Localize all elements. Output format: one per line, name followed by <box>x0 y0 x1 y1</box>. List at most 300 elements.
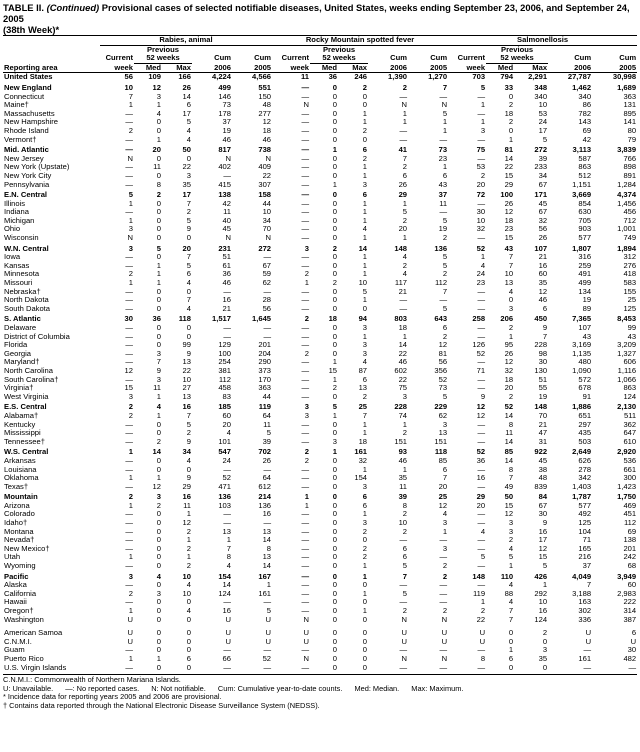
value-cell: 1 <box>402 465 408 474</box>
value-cell: 126 <box>472 341 486 350</box>
reporting-area-cell: Iowa <box>4 253 21 262</box>
value-cell: 0 <box>362 101 368 110</box>
value-cell: 1 <box>128 553 133 562</box>
value-cell: 2,649 <box>572 447 592 457</box>
value-cell: 8,453 <box>617 314 637 324</box>
value-cell: 4 <box>186 279 191 288</box>
value-cell: 8 <box>156 180 161 189</box>
reporting-area-cell: Maryland† <box>4 358 40 367</box>
value-cell: 37 <box>582 562 592 571</box>
value-cell: 3 <box>442 519 448 528</box>
value-cell: — <box>301 598 310 607</box>
value-cell: — <box>439 208 448 217</box>
value-cell: 3 <box>156 375 161 384</box>
value-cell: 1 <box>186 553 191 562</box>
value-cell: U <box>265 629 272 638</box>
value-cell: 44 <box>262 199 272 208</box>
value-cell: 27,787 <box>567 72 592 82</box>
value-cell: 1 <box>362 270 368 279</box>
table-row <box>3 581 637 590</box>
reporting-area-cell: Utah <box>4 553 21 562</box>
value-cell: 5 <box>442 392 448 401</box>
value-cell: U <box>585 637 592 646</box>
value-cell: 451 <box>623 510 637 519</box>
value-cell: 10 <box>538 101 548 110</box>
table-row <box>3 163 637 172</box>
table-row <box>3 296 637 305</box>
value-cell: 124 <box>623 392 637 401</box>
value-cell: 0 <box>362 536 368 545</box>
table-row <box>3 324 637 333</box>
value-cell: 67 <box>538 501 548 510</box>
value-cell: 363 <box>623 92 637 101</box>
value-cell: 4,566 <box>252 72 272 82</box>
value-cell: 499 <box>218 82 231 92</box>
value-cell: 0 <box>156 536 161 545</box>
value-cell: 214 <box>258 492 272 502</box>
value-cell: 20 <box>398 225 408 234</box>
value-cell: 0 <box>542 663 548 672</box>
value-cell: 458 <box>218 384 231 393</box>
value-cell: 151 <box>434 437 448 446</box>
value-cell: — <box>125 145 133 155</box>
reporting-area-cell: New York City <box>4 171 52 180</box>
value-cell: 1,116 <box>617 366 637 375</box>
value-cell: 51 <box>222 253 231 262</box>
value-cell: — <box>301 544 310 553</box>
value-cell: 5 <box>442 253 448 262</box>
value-cell: 28 <box>262 296 272 305</box>
value-cell: — <box>301 429 310 438</box>
value-cell: 2,130 <box>617 402 637 412</box>
value-cell: 1 <box>508 332 514 341</box>
table-row <box>3 664 637 673</box>
value-cell: 8 <box>508 465 514 474</box>
value-cell: 32 <box>476 225 486 234</box>
value-cell: — <box>125 171 133 180</box>
cum-label: Cum <box>619 54 637 63</box>
value-cell: 35 <box>182 180 191 189</box>
value-cell: 62 <box>438 411 448 420</box>
value-cell: 2 <box>362 392 368 401</box>
value-cell: 1 <box>402 332 408 341</box>
weeks52-label: 52 weeks <box>486 54 548 63</box>
value-cell: — <box>301 261 310 270</box>
value-cell: 2 <box>480 607 486 615</box>
value-cell: — <box>125 341 133 350</box>
value-cell: 52 <box>504 402 514 412</box>
value-cell: 20 <box>476 180 486 189</box>
value-cell: 1 <box>156 101 161 110</box>
value-cell: 1 <box>156 279 161 288</box>
value-cell: 2 <box>128 411 133 420</box>
value-cell: U <box>265 615 272 624</box>
value-cell: 1,886 <box>572 402 592 412</box>
value-cell: 1 <box>362 234 368 243</box>
value-cell: 290 <box>258 358 272 367</box>
value-cell: — <box>399 598 408 607</box>
value-cell: 7 <box>226 544 231 553</box>
value-cell: 1 <box>362 571 368 581</box>
value-cell: 0 <box>156 510 161 519</box>
value-cell: — <box>477 646 486 655</box>
reporting-area-cell: Montana <box>4 527 34 536</box>
value-cell: 50 <box>504 492 514 502</box>
value-cell: 0 <box>362 654 368 663</box>
reporting-area-cell: Hawaii <box>4 598 27 607</box>
value-cell: N <box>441 615 448 624</box>
value-cell: 12 <box>438 501 448 510</box>
region-row <box>3 313 637 324</box>
value-cell: — <box>125 527 133 536</box>
value-cell: N <box>401 101 408 110</box>
value-cell: 100 <box>500 190 514 200</box>
value-cell: 14 <box>398 341 408 350</box>
value-cell: — <box>477 154 486 163</box>
value-cell: 0 <box>332 304 338 313</box>
value-cell: 0 <box>332 234 338 243</box>
value-cell: — <box>125 208 133 217</box>
table-row <box>3 288 637 297</box>
value-cell: 0 <box>156 637 161 646</box>
value-cell: 51 <box>538 375 548 384</box>
value-cell: 24 <box>222 456 231 465</box>
table-row <box>3 93 637 102</box>
value-cell: 43 <box>504 243 514 253</box>
value-cell: 551 <box>258 82 272 92</box>
value-cell: 109 <box>148 72 161 82</box>
week-label: week <box>272 63 310 73</box>
value-cell: 292 <box>534 589 548 598</box>
value-cell: 0 <box>332 456 338 465</box>
value-cell: U <box>303 637 310 646</box>
value-cell: 503 <box>578 437 592 446</box>
reporting-area-cell: Missouri <box>4 279 33 288</box>
value-cell: 11 <box>505 429 514 438</box>
value-cell: 18 <box>504 375 514 384</box>
value-cell: 297 <box>578 420 592 429</box>
value-cell: 272 <box>534 145 548 155</box>
table-row <box>3 181 637 190</box>
reporting-area-cell: American Samoa <box>4 629 63 638</box>
value-cell: 52 <box>476 349 486 358</box>
value-cell: 72 <box>476 190 486 200</box>
value-cell: 87 <box>358 366 368 375</box>
value-cell: 16 <box>182 402 191 412</box>
value-cell: 1 <box>362 109 368 118</box>
value-cell: 6 <box>508 654 514 663</box>
value-cell: 52 <box>476 447 486 457</box>
value-cell: — <box>301 571 310 581</box>
value-cell: 158 <box>258 190 272 200</box>
value-cell: U <box>441 637 448 646</box>
value-cell: 1 <box>362 199 368 208</box>
value-cell: 7 <box>128 92 133 101</box>
value-cell: 363 <box>258 384 272 393</box>
cum-label: Cum <box>214 54 231 63</box>
value-cell: 2 <box>128 589 133 598</box>
value-cell: 4 <box>186 126 191 135</box>
value-cell: 3 <box>508 519 514 528</box>
value-cell: 155 <box>623 287 637 296</box>
value-cell: 0 <box>332 225 338 234</box>
value-cell: 0 <box>332 501 338 510</box>
value-cell: 0 <box>332 637 338 646</box>
value-cell: 101 <box>218 437 231 446</box>
reporting-area-cell: South Dakota <box>4 304 51 313</box>
value-cell: 85 <box>438 456 448 465</box>
legend-item: —: No reported cases. <box>65 683 140 693</box>
table-row <box>3 305 637 314</box>
value-cell: 511 <box>624 411 637 420</box>
legend-item: U: Unavailable. <box>3 683 54 693</box>
value-cell: — <box>125 510 133 519</box>
value-cell: 276 <box>623 261 637 270</box>
value-cell: — <box>477 135 486 144</box>
value-cell: 2,920 <box>617 447 637 457</box>
reporting-area-cell: Vermont† <box>4 135 37 144</box>
value-cell: 11 <box>263 420 272 429</box>
value-cell: 39 <box>262 437 272 446</box>
table-row <box>3 502 637 511</box>
value-cell: 59 <box>262 270 272 279</box>
current-label: Current <box>105 54 133 63</box>
value-cell: 7 <box>542 332 548 341</box>
value-cell: 3 <box>304 402 310 412</box>
value-cell: 2 <box>442 332 448 341</box>
value-cell: 0 <box>332 118 338 127</box>
value-cell: — <box>301 135 310 144</box>
reporting-area-cell: Alabama† <box>4 411 39 420</box>
value-cell: — <box>477 536 486 545</box>
value-cell: 2 <box>362 553 368 562</box>
value-cell: 70 <box>262 225 272 234</box>
value-cell: 480 <box>578 358 592 367</box>
value-cell: 53 <box>476 163 486 172</box>
reporting-area-cell: Nevada† <box>4 536 35 545</box>
value-cell: 402 <box>218 163 231 172</box>
value-cell: 5 <box>480 82 486 92</box>
value-cell: 15 <box>504 501 514 510</box>
year-2005-label: 2005 <box>232 63 272 73</box>
value-cell: 3 <box>508 304 514 313</box>
med-label: Med <box>486 63 514 73</box>
value-cell: 0 <box>186 663 191 672</box>
table-row <box>3 510 637 519</box>
value-cell: 16 <box>262 510 272 519</box>
value-cell: 16 <box>538 261 548 270</box>
table-row <box>3 553 637 562</box>
value-cell: 125 <box>578 519 592 528</box>
value-cell: 94 <box>358 314 368 324</box>
value-cell: — <box>223 519 231 528</box>
value-cell: 228 <box>534 341 548 350</box>
value-cell: 898 <box>623 163 637 172</box>
value-cell: 0 <box>186 465 191 474</box>
value-cell: 10 <box>182 375 191 384</box>
value-cell: 12 <box>476 402 486 412</box>
value-cell: 6 <box>362 375 368 384</box>
value-cell: 2 <box>362 527 368 536</box>
value-cell: 1 <box>402 420 408 429</box>
value-cell: U <box>479 629 486 638</box>
value-cell: 1,689 <box>617 82 637 92</box>
value-cell: — <box>301 384 310 393</box>
table-row <box>3 638 637 647</box>
value-cell: 1 <box>362 296 368 305</box>
value-cell: 38 <box>538 465 548 474</box>
value-cell: 0 <box>332 482 338 491</box>
value-cell: 0 <box>332 629 338 638</box>
value-cell: 3 <box>362 180 368 189</box>
value-cell: — <box>477 384 486 393</box>
value-cell: 0 <box>332 109 338 118</box>
value-cell: 3 <box>186 171 191 180</box>
value-cell: 62 <box>262 279 272 288</box>
value-cell: 2 <box>402 216 408 225</box>
value-cell: — <box>125 581 133 590</box>
value-cell: N <box>401 615 408 624</box>
value-cell: 1 <box>156 654 161 663</box>
value-cell: 119 <box>472 589 486 598</box>
value-cell: 22 <box>504 163 514 172</box>
value-cell: 0 <box>156 118 161 127</box>
value-cell: 47 <box>538 429 548 438</box>
value-cell: — <box>439 553 448 562</box>
value-cell: 0 <box>332 190 338 200</box>
reporting-area-cell: Delaware <box>4 324 37 332</box>
value-cell: 18 <box>358 437 368 446</box>
reporting-area-cell: Louisiana <box>4 465 37 474</box>
value-cell: 0 <box>362 629 368 638</box>
value-cell: 0 <box>186 615 191 624</box>
value-cell: — <box>125 349 133 358</box>
value-cell: — <box>399 92 408 101</box>
value-cell: 312 <box>623 253 637 262</box>
value-cell: 1 <box>362 420 368 429</box>
value-cell: — <box>439 646 448 655</box>
value-cell: 161 <box>354 447 368 457</box>
value-cell: 0 <box>156 429 161 438</box>
value-cell: N <box>441 654 448 663</box>
value-cell: — <box>125 324 133 332</box>
value-cell: 12 <box>504 208 514 217</box>
value-cell: — <box>301 118 310 127</box>
value-cell: 1 <box>362 332 368 341</box>
value-cell: — <box>263 332 272 341</box>
value-cell: 3 <box>362 341 368 350</box>
value-cell: 29 <box>476 492 486 502</box>
value-cell: 246 <box>354 72 368 82</box>
value-cell: — <box>125 544 133 553</box>
value-cell: 26 <box>538 234 548 243</box>
value-cell: — <box>399 646 408 655</box>
value-cell: 5 <box>186 216 191 225</box>
value-cell: 11 <box>183 501 191 510</box>
current-label: Current <box>281 54 310 63</box>
value-cell: 0 <box>362 92 368 101</box>
value-cell: 651 <box>578 411 592 420</box>
value-cell: 4,374 <box>617 190 637 200</box>
value-cell: 6 <box>402 544 408 553</box>
table-row <box>3 350 637 359</box>
value-cell: 0 <box>156 456 161 465</box>
value-cell: 3,669 <box>572 190 592 200</box>
value-cell: 67 <box>538 208 548 217</box>
value-cell: — <box>477 324 486 332</box>
value-cell: 15 <box>328 366 338 375</box>
value-cell: 0 <box>156 126 161 135</box>
table-row <box>3 367 637 376</box>
value-cell: 0 <box>332 536 338 545</box>
value-cell: 18 <box>398 324 408 332</box>
table-header <box>3 36 637 73</box>
value-cell: 39 <box>398 492 408 502</box>
table-page <box>3 0 637 711</box>
value-cell: 2 <box>442 571 448 581</box>
value-cell: 7 <box>586 581 592 590</box>
reporting-area-cell: Illinois <box>4 199 26 208</box>
table-row <box>3 208 637 217</box>
value-cell: — <box>301 234 310 243</box>
value-cell: — <box>125 304 133 313</box>
reporting-area-cell: Georgia <box>4 349 32 358</box>
value-cell: 178 <box>218 109 231 118</box>
value-cell: 4 <box>156 402 161 412</box>
value-cell: 863 <box>578 163 592 172</box>
value-cell: 1 <box>402 118 408 127</box>
value-cell: 1 <box>156 474 161 483</box>
reporting-area-cell: North Dakota <box>4 296 49 305</box>
value-cell: 1,090 <box>572 366 592 375</box>
value-cell: 2 <box>128 492 133 502</box>
value-cell: 171 <box>534 190 548 200</box>
footnote-cnmi: C.N.M.I.: Commonwealth of Northern Mariana Islands. <box>3 675 181 685</box>
value-cell: — <box>583 646 592 655</box>
value-cell: 185 <box>218 402 231 412</box>
value-cell: 3 <box>128 225 133 234</box>
value-cell: 0 <box>186 287 191 296</box>
value-cell: 3 <box>156 349 161 358</box>
value-cell: 98 <box>538 349 548 358</box>
table-row <box>3 607 637 616</box>
reporting-area-cell: Kentucky <box>4 420 36 429</box>
value-cell: 1 <box>362 607 368 615</box>
value-cell: 24 <box>476 270 486 279</box>
table-row <box>3 393 637 402</box>
value-cell: 13 <box>182 392 191 401</box>
value-cell: 272 <box>258 243 272 253</box>
value-cell: 67 <box>538 180 548 189</box>
value-cell: 0 <box>156 615 161 624</box>
value-cell: 2 <box>186 527 191 536</box>
value-cell: 2 <box>332 384 338 393</box>
value-cell: 1,135 <box>572 349 592 358</box>
value-cell: 0 <box>332 101 338 110</box>
value-cell: N <box>303 101 310 110</box>
value-cell: 100 <box>218 349 231 358</box>
value-cell: — <box>263 287 272 296</box>
value-cell: 0 <box>332 527 338 536</box>
value-cell: 40 <box>222 216 231 225</box>
value-cell: 5 <box>442 261 448 270</box>
value-cell: 23 <box>438 154 448 163</box>
value-cell: — <box>301 375 310 384</box>
value-cell: — <box>399 663 408 672</box>
year-2005-label: 2005 <box>408 63 448 73</box>
value-cell: 0 <box>332 646 338 655</box>
value-cell: 0 <box>332 216 338 225</box>
